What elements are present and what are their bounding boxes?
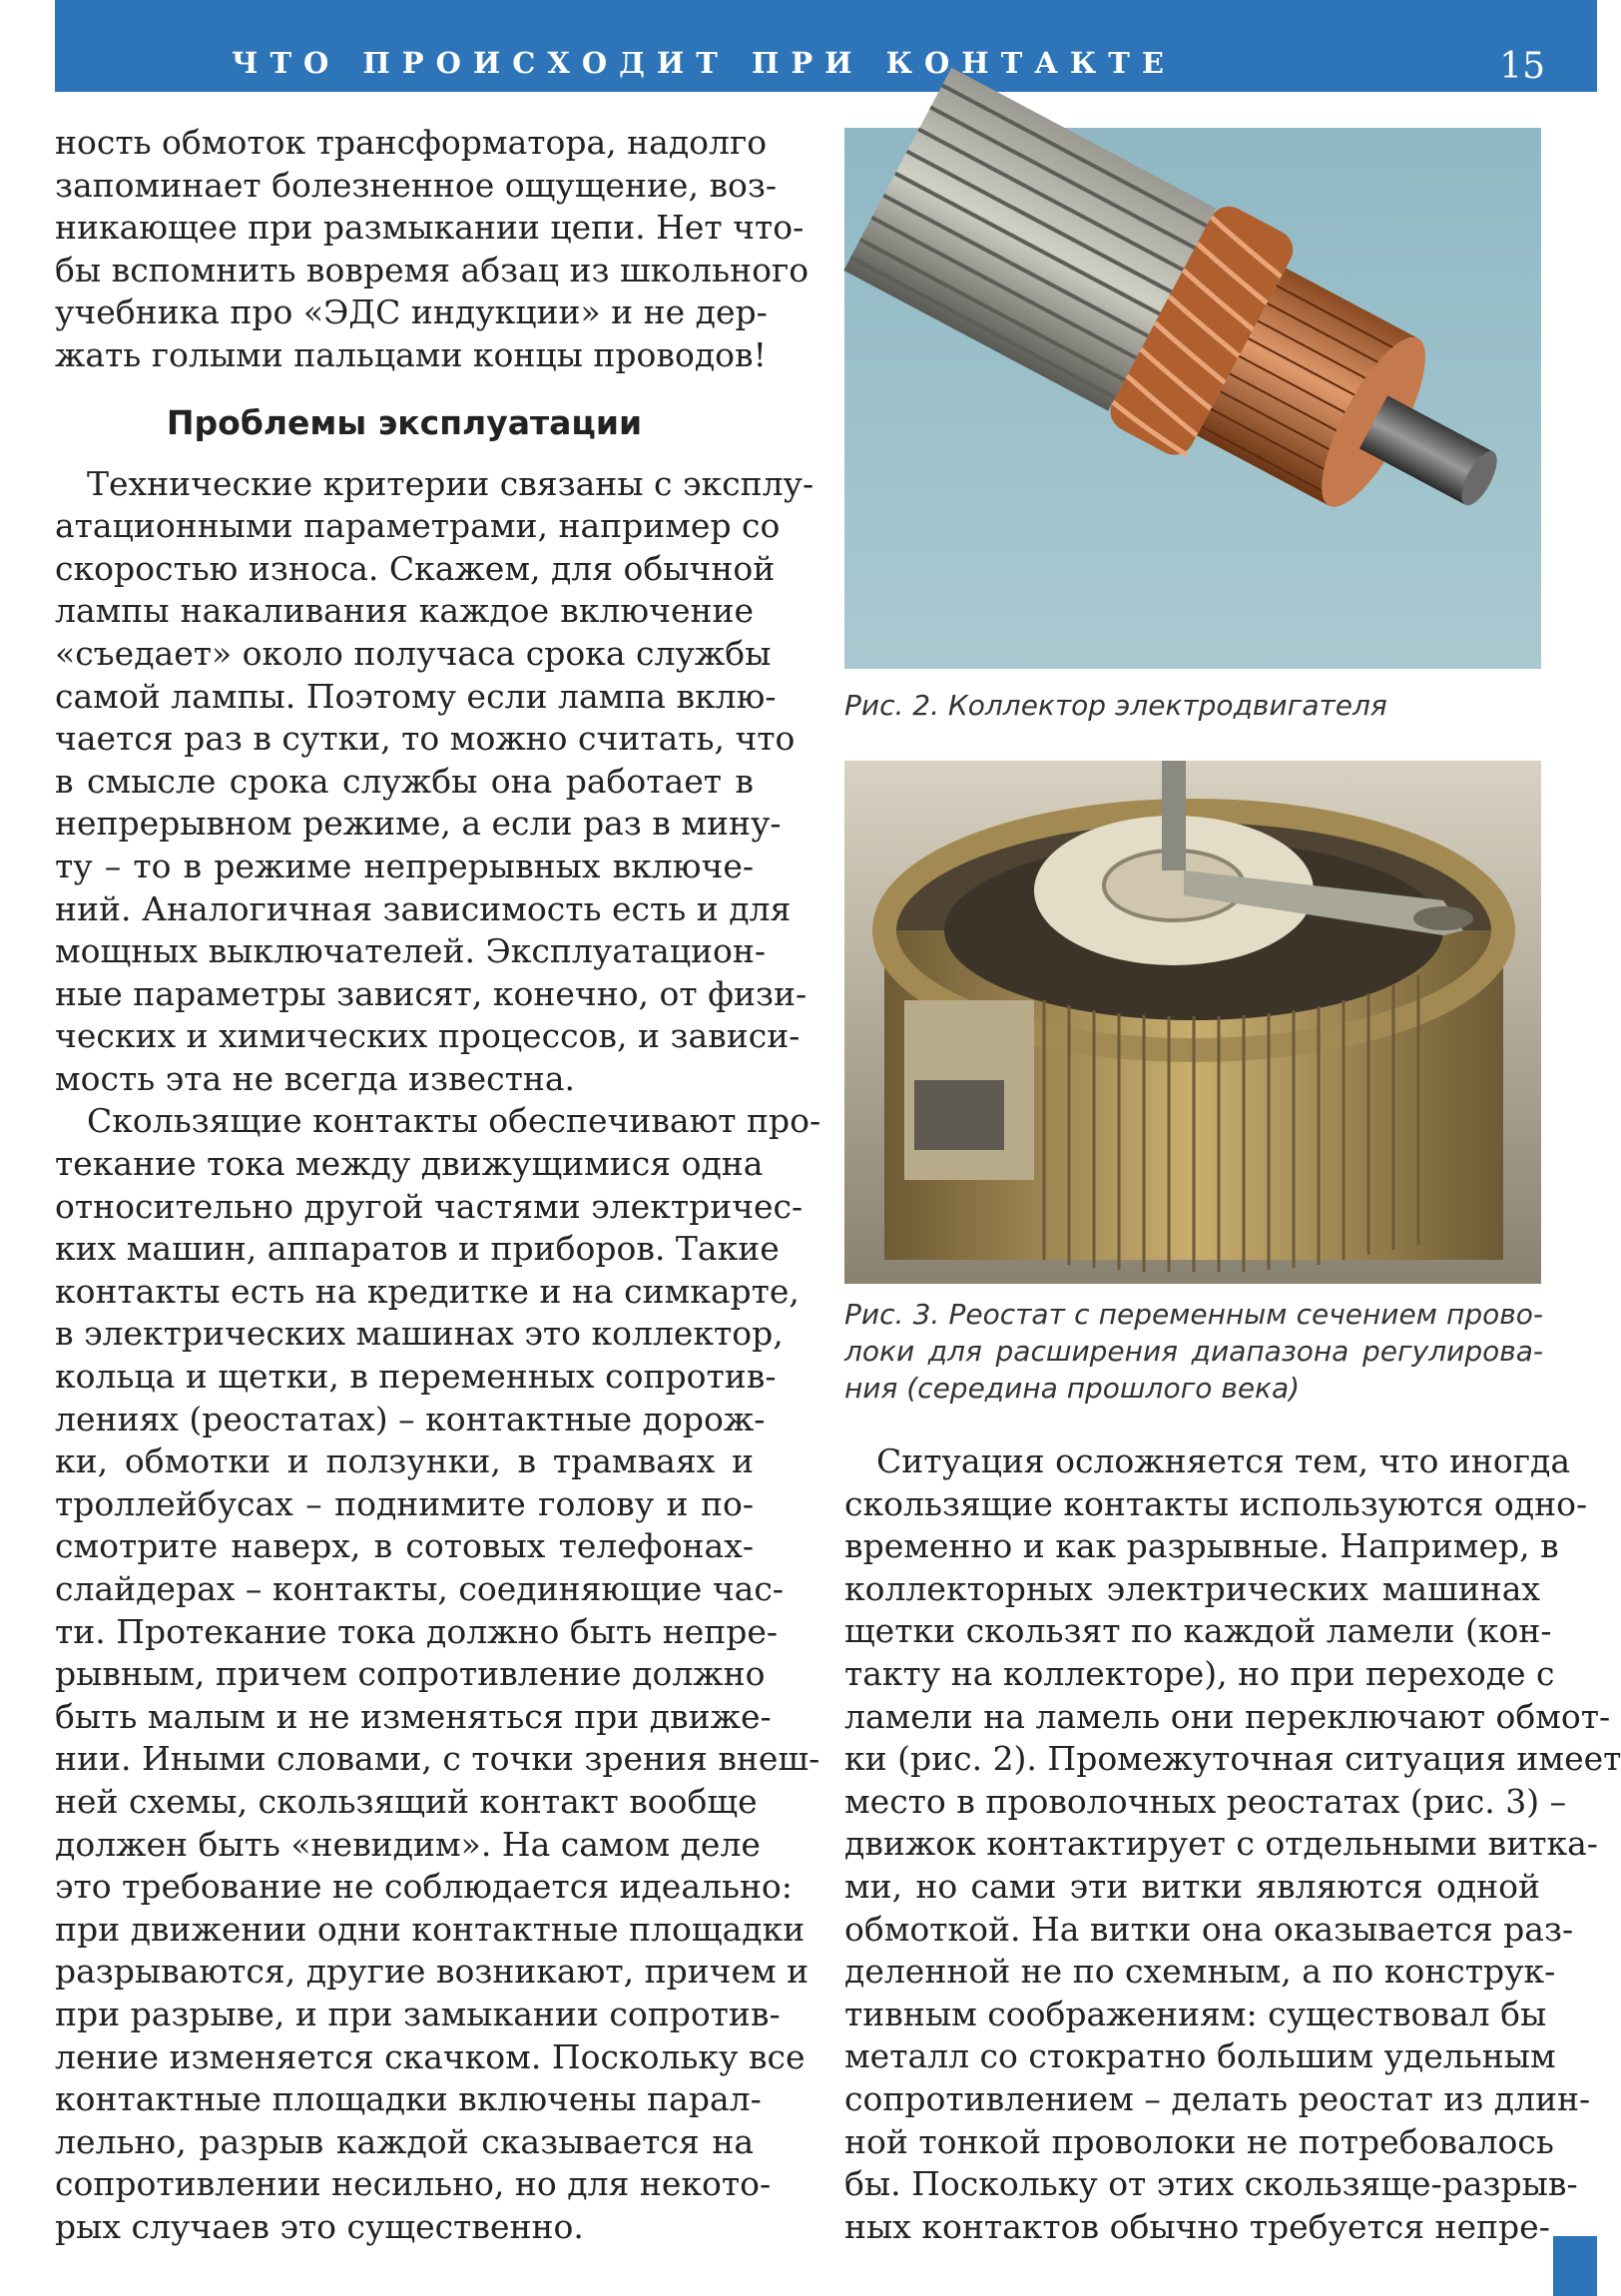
text-line: место в проволочных реостатах (рис. 3) – [844,1781,1567,1821]
text-line: жать голыми пальцами концы проводов! [55,334,767,374]
text-line: бы вспомнить вовремя абзац из школьного [55,250,810,289]
paragraph-sliding-contacts [55,1100,821,2248]
text-line: ламели на ламель они переключают обмот- [844,1696,1611,1736]
text-line: троллейбусах – поднимите голову и по- [55,1483,754,1523]
text-line: ти. Протекание тока должно быть непре- [55,1611,779,1651]
figure-2-commutator-photo [844,128,1541,669]
text-line: ки (рис. 2). Промежуточная ситуация имеет [844,1739,1621,1779]
text-line: в электрических машинах это коллектор, [55,1314,784,1354]
text-line: слайдерах – контакты, соединяющие час- [55,1569,784,1608]
figure-2-caption: Рис. 2. Коллектор электродвигателя [844,689,1387,722]
text-line: контакты есть на кредитке и на симкарте, [55,1271,800,1311]
text-line: ность обмоток трансформатора, надолго [55,123,768,162]
text-line: ческих и химических процессов, и зависи- [55,1016,801,1056]
text-line: самой лампы. Поэтому если лампа вклю- [55,676,777,716]
text-line: сопротивлении несильно, но для некото- [55,2164,772,2204]
text-line: щетки скользят по каждой ламели (кон- [844,1611,1552,1651]
text-line: должен быть «невидим». На самом деле [55,1824,761,1864]
text-line: временно и как разрывные. Например, в [844,1526,1559,1566]
paragraph-situation [844,1440,1621,2248]
text-line: скользящие контакты используются одно- [844,1483,1588,1523]
text-line: ний. Аналогичная зависимость есть и для [55,888,792,928]
text-line: атационными параметрами, например со [55,506,781,546]
text-line: скоростью износа. Скажем, для обычной [55,548,776,588]
running-header-title: ЧТО ПРОИСХОДИТ ПРИ КОНТАКТЕ [232,46,1176,80]
text-line: деленной не по схемным, а по конструк- [844,1952,1556,1992]
text-line: чается раз в сутки, то можно считать, что [55,719,796,759]
text-line: ных контактов обычно требуется непре- [844,2206,1550,2246]
left-column [55,122,821,2249]
paragraph-wear [55,463,814,1101]
text-line: текание тока между движущимися одна [55,1144,764,1184]
section-heading: Проблемы эксплуатации [166,402,643,442]
page-number: 15 [1499,46,1545,87]
text-line: учебника про «ЭДС индукции» и не дер- [55,292,768,332]
text-line: мость эта не всегда известна. [55,1058,576,1098]
text-line: такту на коллекторе), но при переходе с [844,1653,1555,1693]
text-line: запоминает болезненное ощущение, воз- [55,165,778,205]
text-line: непрерывном режиме, а если раз в мину- [55,804,782,844]
intro-paragraph [55,122,810,377]
text-line: ми, но сами эти витки являются одной [844,1866,1540,1906]
text-line: ту – то в режиме непрерывных включе- [55,846,754,885]
figure-3-caption [844,1296,1543,1407]
header-bar [55,0,1597,92]
text-line: Технические критерии связаны с эксплу- [87,463,814,503]
text-line: контактные площадки включены парал- [55,2079,762,2119]
text-line: рывным, причем сопротивление должно [55,1654,766,1694]
text-line: относительно другой частями электричес- [55,1186,804,1226]
text-line: ление изменяется скачком. Поскольку все [55,2036,806,2076]
right-column [844,1440,1621,2248]
commutator-illustration [844,128,1541,669]
text-line: сопротивлением – делать реостат из длин- [844,2078,1591,2118]
text-line: разрываются, другие возникают, причем и [55,1952,810,1992]
text-line: Ситуация осложняется тем, что иногда [876,1441,1571,1480]
text-line: движок контактирует с отдельными витка- [844,1824,1598,1864]
text-line: ные параметры зависят, конечно, от физи- [55,973,808,1013]
rheostat-illustration [844,761,1541,1284]
page-corner-mark [1553,2236,1597,2296]
text-line: быть малым и не изменяться при движе- [55,1696,772,1736]
text-line: это требование не соблюдается идеально: [55,1867,793,1907]
text-line: «съедает» около получаса срока службы [55,633,772,673]
text-line: при разрыве, и при замыкании сопротив- [55,1994,781,2033]
text-line: лельно, разрыв каждой сказывается на [55,2121,754,2161]
caption-line: ния (середина прошлого века) [844,1372,1301,1405]
caption-line: локи для расширения диапазона регулирова- [844,1335,1543,1368]
text-line: ней схемы, скользящий контакт вообще [55,1781,758,1821]
text-line: ной тонкой проволоки не потребовалось [844,2121,1554,2161]
text-line: тивным соображениям: существовал бы [844,1994,1547,2033]
text-line: рых случаев это существенно. [55,2206,584,2246]
text-line: лениях (реостатах) – контактные дорож- [55,1399,766,1438]
text-line: никающее при размыкании цепи. Нет что- [55,208,805,248]
text-line: мощных выключателей. Эксплуатацион- [55,931,767,971]
text-line: Скользящие контакты обеспечивают про- [87,1101,821,1141]
text-line: коллекторных электрических машинах [844,1568,1540,1608]
caption-line: Рис. 3. Реостат с переменным сечением прово- [844,1298,1543,1331]
text-line: бы. Поскольку от этих скользяще-разрыв- [844,2164,1578,2204]
text-line: кольца и щетки, в переменных сопротив- [55,1357,777,1397]
text-line: смотрите наверх, в сотовых телефонах- [55,1526,754,1566]
text-line: обмоткой. На витки она оказывается раз- [844,1909,1574,1949]
figure-3-rheostat-photo [844,761,1541,1284]
text-line: лампы накаливания каждое включение [55,591,754,631]
text-line: ки, обмотки и ползунки, в трамваях и [55,1441,754,1481]
text-line: ких машин, аппаратов и приборов. Такие [55,1229,780,1269]
text-line: при движении одни контактные площадки [55,1909,806,1949]
text-line: в смысле срока службы она работает в [55,761,754,801]
text-line: нии. Иными словами, с точки зрения внеш- [55,1739,820,1779]
text-line: металл со стократно большим удельным [844,2036,1556,2076]
